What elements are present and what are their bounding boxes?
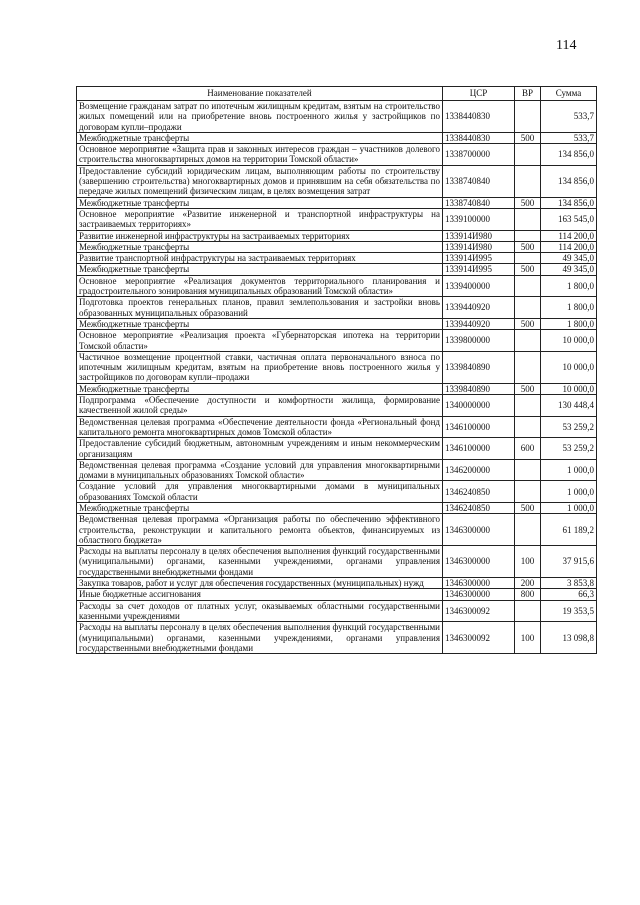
cell-vr: 800 — [515, 589, 541, 600]
cell-sum: 134 856,0 — [541, 197, 597, 208]
table-row — [77, 197, 597, 208]
table-row — [77, 459, 597, 481]
cell-sum: 49 345,0 — [541, 253, 597, 264]
cell-csr: 1339400000 — [443, 275, 515, 297]
cell-csr: 1339800000 — [443, 330, 515, 352]
cell-name: Расходы за счет доходов от платных услуг, оказываемых областными государственными казенными учреждениями — [77, 600, 443, 622]
cell-csr: 1346300000 — [443, 589, 515, 600]
table-row — [77, 101, 597, 133]
table-row — [77, 395, 597, 417]
cell-sum: 10 000,0 — [541, 383, 597, 394]
cell-sum: 53 259,2 — [541, 416, 597, 438]
cell-vr — [515, 330, 541, 352]
cell-sum: 19 353,5 — [541, 600, 597, 622]
cell-sum: 1 000,0 — [541, 459, 597, 481]
cell-name: Подпрограмма «Обеспечение доступности и комфортности жилища, формирование качественной жилой среды» — [77, 395, 443, 417]
cell-csr: 1346300000 — [443, 514, 515, 546]
cell-csr: 1339100000 — [443, 208, 515, 230]
cell-vr: 500 — [515, 241, 541, 252]
cell-name: Ведомственная целевая программа «Создание условий для управления многоквартирными домами в муниципальных образованиях Томской области» — [77, 459, 443, 481]
table-row — [77, 165, 597, 197]
table-row — [77, 253, 597, 264]
cell-name: Межбюджетные трансферты — [77, 383, 443, 394]
cell-vr — [515, 459, 541, 481]
cell-sum: 1 800,0 — [541, 275, 597, 297]
cell-csr: 1339840890 — [443, 383, 515, 394]
cell-csr: 1346240850 — [443, 481, 515, 503]
cell-name: Межбюджетные трансферты — [77, 197, 443, 208]
cell-csr: 1338700000 — [443, 144, 515, 166]
cell-vr — [515, 165, 541, 197]
cell-sum: 114 200,0 — [541, 230, 597, 241]
cell-csr: 1346300000 — [443, 546, 515, 578]
cell-name: Межбюджетные трансферты — [77, 264, 443, 275]
table-row — [77, 241, 597, 252]
table-row — [77, 622, 597, 654]
cell-sum: 66,3 — [541, 589, 597, 600]
table-row — [77, 438, 597, 460]
cell-csr: 133914И995 — [443, 264, 515, 275]
cell-vr — [515, 144, 541, 166]
table-row — [77, 578, 597, 589]
cell-name: Частичное возмещение процентной ставки, частичная оплата первоначального взноса по ипотечным жилищным кредитам, взятым на приобретение вновь построенного жилья у застройщиков по договорам купли–продажи — [77, 351, 443, 383]
cell-name: Межбюджетные трансферты — [77, 502, 443, 513]
cell-csr: 133914И995 — [443, 253, 515, 264]
cell-vr: 500 — [515, 264, 541, 275]
table-row — [77, 351, 597, 383]
cell-vr — [515, 253, 541, 264]
cell-name: Предоставление субсидий бюджетным, автономным учреждениям и иным некоммерческим организациям — [77, 438, 443, 460]
cell-name: Закупка товаров, работ и услуг для обеспечения государственных (муниципальных) нужд — [77, 578, 443, 589]
cell-name: Межбюджетные трансферты — [77, 318, 443, 329]
cell-vr — [515, 600, 541, 622]
cell-sum: 1 800,0 — [541, 297, 597, 319]
header-csr: ЦСР — [443, 87, 515, 101]
cell-name: Межбюджетные трансферты — [77, 241, 443, 252]
table-row — [77, 589, 597, 600]
cell-name: Ведомственная целевая программа «Организация работы по обеспечению эффективного строительства, реконструкции и капитального ремонта объектов, финансируемых из областного бюджета» — [77, 514, 443, 546]
table-row — [77, 546, 597, 578]
cell-vr: 500 — [515, 197, 541, 208]
cell-vr — [515, 230, 541, 241]
cell-vr: 100 — [515, 622, 541, 654]
cell-sum: 1 000,0 — [541, 481, 597, 503]
cell-vr — [515, 297, 541, 319]
cell-sum: 49 345,0 — [541, 264, 597, 275]
cell-sum: 1 800,0 — [541, 318, 597, 329]
cell-sum: 61 189,2 — [541, 514, 597, 546]
cell-name: Основное мероприятие «Защита прав и законных интересов граждан – участников долевого строительства многоквартирных домов на территории Томской области» — [77, 144, 443, 166]
page-number: 114 — [556, 38, 577, 53]
cell-vr — [515, 514, 541, 546]
cell-vr — [515, 351, 541, 383]
table-row — [77, 502, 597, 513]
cell-sum: 114 200,0 — [541, 241, 597, 252]
cell-vr — [515, 208, 541, 230]
cell-vr — [515, 275, 541, 297]
table-row — [77, 416, 597, 438]
cell-csr: 1338740840 — [443, 197, 515, 208]
cell-csr: 1339440920 — [443, 318, 515, 329]
cell-csr: 1346300000 — [443, 578, 515, 589]
cell-vr — [515, 416, 541, 438]
table-row — [77, 297, 597, 319]
table-row — [77, 318, 597, 329]
cell-name: Возмещение гражданам затрат по ипотечным жилищным кредитам, взятым на строительство жилых помещений или на приобретение вновь построенного жилья у застройщиков по договорам купли–продажи — [77, 101, 443, 133]
cell-sum: 134 856,0 — [541, 165, 597, 197]
cell-sum: 53 259,2 — [541, 438, 597, 460]
cell-vr — [515, 395, 541, 417]
cell-name: Расходы на выплаты персоналу в целях обеспечения выполнения функций государственными (муниципальными) органами, казенными учреждениями, органами управления государственными внебюджетными фондами — [77, 546, 443, 578]
cell-sum: 13 098,8 — [541, 622, 597, 654]
cell-vr: 500 — [515, 502, 541, 513]
cell-name: Развитие транспортной инфраструктуры на застраиваемых территориях — [77, 253, 443, 264]
cell-csr: 1346100000 — [443, 416, 515, 438]
table-row — [77, 383, 597, 394]
cell-vr: 100 — [515, 546, 541, 578]
table-row — [77, 600, 597, 622]
cell-vr: 500 — [515, 318, 541, 329]
cell-name: Подготовка проектов генеральных планов, правил землепользования и застройки вновь образованных муниципальных образований — [77, 297, 443, 319]
table-row — [77, 330, 597, 352]
cell-vr — [515, 481, 541, 503]
cell-csr: 1346100000 — [443, 438, 515, 460]
cell-csr: 1346300092 — [443, 600, 515, 622]
cell-sum: 10 000,0 — [541, 351, 597, 383]
cell-csr: 1346200000 — [443, 459, 515, 481]
cell-csr: 1340000000 — [443, 395, 515, 417]
cell-sum: 533,7 — [541, 101, 597, 133]
cell-sum: 37 915,6 — [541, 546, 597, 578]
cell-csr: 1339440920 — [443, 297, 515, 319]
cell-name: Предоставление субсидий юридическим лицам, выполняющим работы по строительству (завершению строительства) многоквартирных домов и принявшим на себя обязательства по передаче жилых помещений физическим лицам, в целях возмещения затрат — [77, 165, 443, 197]
cell-name: Межбюджетные трансферты — [77, 132, 443, 143]
cell-csr: 1338440830 — [443, 101, 515, 133]
cell-sum: 3 853,8 — [541, 578, 597, 589]
cell-name: Создание условий для управления многоквартирными домами в муниципальных образованиях Томской области — [77, 481, 443, 503]
table-row — [77, 514, 597, 546]
cell-vr — [515, 101, 541, 133]
cell-vr: 600 — [515, 438, 541, 460]
cell-csr: 1338440830 — [443, 132, 515, 143]
cell-csr: 133914И980 — [443, 241, 515, 252]
table-row — [77, 144, 597, 166]
cell-name: Основное мероприятие «Реализация документов территориального планирования и градостроительного зонирования муниципальных образований Томской области» — [77, 275, 443, 297]
table-row — [77, 275, 597, 297]
cell-vr: 500 — [515, 383, 541, 394]
cell-vr: 500 — [515, 132, 541, 143]
cell-sum: 163 545,0 — [541, 208, 597, 230]
cell-sum: 1 000,0 — [541, 502, 597, 513]
cell-sum: 134 856,0 — [541, 144, 597, 166]
cell-sum: 130 448,4 — [541, 395, 597, 417]
cell-name: Иные бюджетные ассигнования — [77, 589, 443, 600]
header-sum: Сумма — [541, 87, 597, 101]
cell-csr: 1339840890 — [443, 351, 515, 383]
table-row — [77, 264, 597, 275]
table-row — [77, 481, 597, 503]
cell-name: Расходы на выплаты персоналу в целях обеспечения выполнения функций государственными (муниципальными) органами, казенными учреждениями, органами управления государственными внебюджетными фондами — [77, 622, 443, 654]
budget-table — [76, 86, 597, 654]
cell-vr: 200 — [515, 578, 541, 589]
cell-csr: 1346240850 — [443, 502, 515, 513]
table-row — [77, 132, 597, 143]
header-vr: ВР — [515, 87, 541, 101]
table-header-row — [77, 87, 597, 101]
cell-name: Основное мероприятие «Развитие инженерной и транспортной инфраструктуры на застраиваемых территориях» — [77, 208, 443, 230]
cell-sum: 533,7 — [541, 132, 597, 143]
header-name: Наименование показателей — [77, 87, 443, 101]
cell-csr: 1346300092 — [443, 622, 515, 654]
cell-name: Развитие инженерной инфраструктуры на застраиваемых территориях — [77, 230, 443, 241]
cell-name: Ведомственная целевая программа «Обеспечение деятельности фонда «Региональный фонд капитального ремонта многоквартирных домов Томской области» — [77, 416, 443, 438]
cell-sum: 10 000,0 — [541, 330, 597, 352]
table-row — [77, 230, 597, 241]
cell-csr: 133914И980 — [443, 230, 515, 241]
table-row — [77, 208, 597, 230]
cell-name: Основное мероприятие «Реализация проекта «Губернаторская ипотека на территории Томской области» — [77, 330, 443, 352]
cell-csr: 1338740840 — [443, 165, 515, 197]
